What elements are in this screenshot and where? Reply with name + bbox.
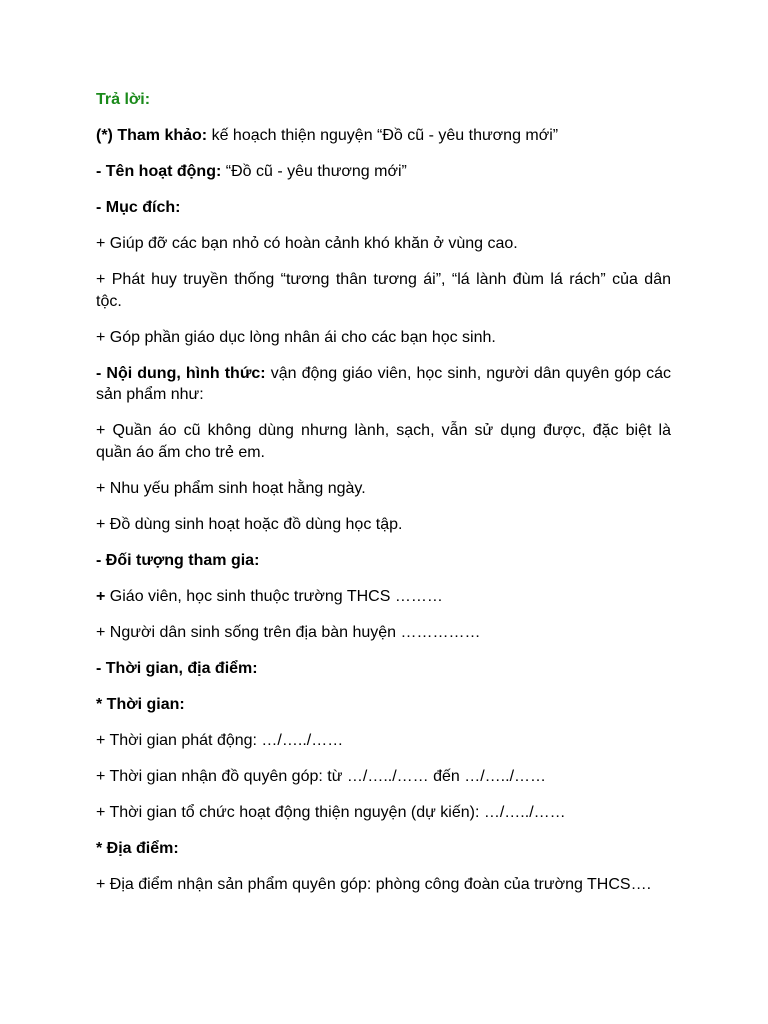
paragraph-bold: - Nội dung, hình thức:	[96, 364, 266, 382]
paragraph-text: + Người dân sinh sống trên địa bàn huyện ……………	[96, 623, 481, 641]
paragraph-time-3	[96, 802, 671, 824]
paragraph-place	[96, 838, 671, 860]
paragraph-participants-1	[96, 586, 671, 608]
paragraph-text: + Góp phần giáo dục lòng nhân ái cho các bạn học sinh.	[96, 328, 496, 346]
paragraph-bold: - Mục đích:	[96, 199, 181, 216]
paragraph-time-1	[96, 730, 671, 752]
paragraph-text: + Nhu yếu phẩm sinh hoạt hằng ngày.	[96, 479, 366, 497]
paragraph-content-2	[96, 478, 671, 500]
paragraph-text: kế hoạch thiện nguyện “Đồ cũ - yêu thương mới”	[207, 127, 559, 144]
paragraph-text: + Giúp đỡ các bạn nhỏ có hoàn cảnh khó khăn ở vùng cao.	[96, 235, 518, 252]
paragraph-time	[96, 694, 671, 716]
paragraph-text: + Thời gian tổ chức hoạt động thiện nguyện (dự kiến): …/…../……	[96, 803, 566, 821]
paragraph-content-form	[96, 363, 671, 406]
paragraph-participants-2	[96, 622, 671, 644]
paragraph-purpose	[96, 197, 671, 219]
paragraph-bold: * Địa điểm:	[96, 839, 179, 857]
paragraph-bold: - Thời gian, địa điểm:	[96, 659, 258, 677]
paragraph-text: Giáo viên, học sinh thuộc trường THCS ………	[105, 587, 443, 605]
paragraph-bold: - Tên hoạt động:	[96, 163, 222, 180]
paragraph-participants	[96, 550, 671, 572]
paragraph-text: + Địa điểm nhận sản phẩm quyên góp: phòng công đoàn của trường THCS….	[96, 875, 652, 893]
paragraph-content-3	[96, 514, 671, 536]
paragraph-text: vận động giáo viên, học sinh, người dân quyên góp các sản phẩm như:	[96, 364, 671, 403]
paragraph-text: + Phát huy truyền thống “tương thân tương ái”, “lá lành đùm lá rách” của dân tộc.	[96, 271, 671, 310]
paragraph-place-1	[96, 874, 671, 896]
paragraph-reference	[96, 125, 671, 147]
paragraph-purpose-2	[96, 269, 671, 312]
answer-heading: Trả lời:	[96, 91, 151, 108]
paragraph-text: “Đồ cũ - yêu thương mới”	[221, 163, 407, 180]
paragraph-purpose-3	[96, 327, 671, 349]
paragraph-activity-name	[96, 161, 671, 183]
document-page	[96, 89, 671, 910]
paragraph-text: + Quần áo cũ không dùng nhưng lành, sạch, vẫn sử dụng được, đặc biệt là quần áo ấm cho trẻ em.	[96, 422, 671, 461]
paragraph-text: + Thời gian phát động: …/…../……	[96, 731, 344, 749]
paragraph-text: + Đồ dùng sinh hoạt hoặc đồ dùng học tập.	[96, 515, 403, 533]
paragraph-bold: * Thời gian:	[96, 695, 185, 713]
paragraph-time-2	[96, 766, 671, 788]
paragraph-bold: +	[96, 587, 106, 605]
paragraph-bold: (*) Tham khảo:	[96, 127, 208, 144]
paragraph-time-place	[96, 658, 671, 680]
paragraph-purpose-1	[96, 233, 671, 255]
paragraph-text: + Thời gian nhận đồ quyên góp: từ …/…../…… đến …/…../……	[96, 767, 547, 785]
paragraph-bold: - Đối tượng tham gia:	[96, 551, 260, 569]
paragraph-content-1	[96, 420, 671, 463]
